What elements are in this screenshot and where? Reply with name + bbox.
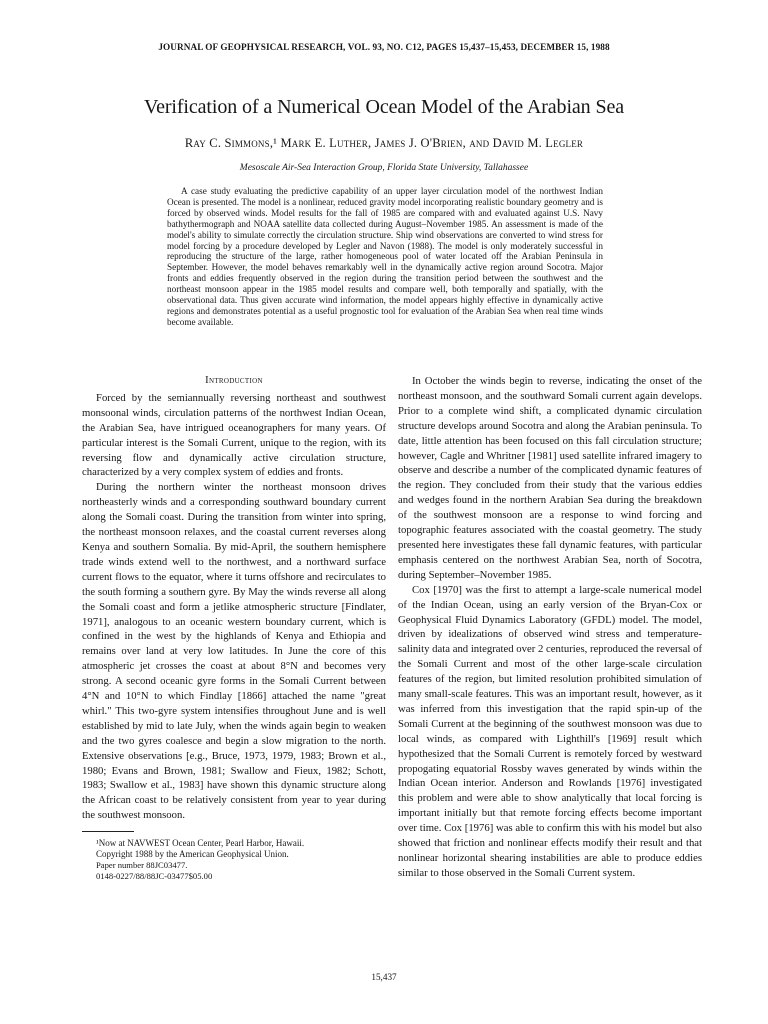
section-heading-introduction: Introduction <box>205 375 263 386</box>
copyright-notice: Copyright 1988 by the American Geophysical Union. <box>96 849 289 860</box>
page-number: 15,437 <box>371 972 397 982</box>
issn-code: 0148-0227/88/88JC-03477$05.00 <box>96 870 213 881</box>
affiliation: Mesoscale Air-Sea Interaction Group, Florida State University, Tallahassee <box>239 163 529 173</box>
running-head: JOURNAL OF GEOPHYSICAL RESEARCH, VOL. 93, NO. C12, PAGES 15,437–15,453, DECEMBER 15, 1988 <box>158 42 610 52</box>
left-column <box>82 375 386 881</box>
body-paragraph: Cox [1970] was the first to attempt a large-scale numerical model of the Indian Ocean, using an early version of the Bryan-Cox or Geophysical Fluid Dynamics Laboratory (GFDL) model. The model, driven by idealizations of observed wind stress and temperature-salinity data and integrated over 2 centuries, reproduced the reversal of the Somali Current and most of the other large-scale circulation features of the region, but limited resolution prohibited simulation of many small-scale features. This was an important result, however, as it was inferred from this investigation that the rapid spin-up of the Somali Current at the beginning of the southwest monsoon was due to local winds, as compared with Lighthill's [1969] result which hypothesized that the Somali Current is remotely forced by westward propogating equatorial Rossby waves generated by winds within the Indian Ocean interior. Anderson and Rowlands [1976] investigated this problem and were able to show analytically that local forcing is important initially but that remote forcing effects become important over time. Cox [1976] was able to confirm this with his model but also showed that friction and nonlinear effects modify their result and that nonlinear horizontal shearing instabilities are able to produce eddies similar to those observed in the Somali Current system. <box>398 583 702 879</box>
body-paragraph: Forced by the semiannually reversing northeast and southwest monsoonal winds, circulation patterns of the northwest Indian Ocean, the Arabian Sea, have intrigued oceanographers for many years. Of particular interest is the Somali Current, unique to the region, with its reversing flow and dynamically active circulation structure, characterized by a very complex system of eddies and fronts. <box>82 391 386 479</box>
paper-number: Paper number 88JC03477. <box>96 860 188 871</box>
footnote-divider <box>82 831 134 832</box>
body-paragraph: During the northern winter the northeast monsoon drives northeasterly winds and a corresponding southward boundary current along the Somali coast. During the transition from winter into spring, the northeast monsoon relaxes, and the coastal current reverses along Kenya and southern Somalia. By mid-April, the southern hemisphere trade winds extend well to the northwest, and a northward surface current flows to the equator, where it turns offshore and recirculates to the south forming a southern gyre. By May the winds reverse all along the Somali coast and form a jetlike atmospheric structure [Findlater, 1971], analogous to an oceanic western boundary current, which is confined in the west by the highlands of Kenya and Ethiopia and remains over land at very low latitudes. In June the core of this atmospheric jet crosses the coast at about 8°N and becomes very strong. A second oceanic gyre forms in the Somali Current between 4°N and 10°N to which Findlay [1866] attached the name "great whirl." This two-gyre system intensifies throughout June and is well established by mid to late July, when the winds again begin to weaken and the two gyres coalesce and begin a slow migration to the north. Extensive observations [e.g., Bruce, 1973, 1979, 1983; Brown et al., 1980; Evans and Brown, 1981; Swallow and Fieux, 1982; Schott, 1983; Swallow et al., 1983] have shown this dynamic structure along the African coast to be relatively consistent from year to year during the southwest monsoon. <box>82 481 386 822</box>
abstract: A case study evaluating the predictive capability of an upper layer circulation model of the northwest Indian Ocean is presented. The model is a nonlinear, reduced gravity model incorporating realistic boundary geometry and is forced by observed winds. Model results for the fall of 1985 are compared with and evaluated against U.S. Navy bathythermograph and NOAA satellite data collected during August–November 1985. An assessment is made of the model's ability to simulate correctly the circulation structure. Ship wind observations are converted to wind stress for model forcing by a procedure developed by Legler and Navon (1988). The model is only moderately successful in reproducing the structure of the large, rather homogeneous pool of water located off the Arabian Peninsula in September. However, the model behaves remarkably well in the dynamically active region around Socotra. Major fronts and eddies frequently observed in the region during the transition period between the southwest and the northeast monsoon appear in the 1985 model results and compare well, both temporally and spatially, with the observational data. Thus given accurate wind information, the model appears highly effective in dynamically active regions and demonstrates potential as a useful prognostic tool for evaluation of the Arabian Sea when real time winds become available. <box>167 186 603 327</box>
author-list: Ray C. Simmons,¹ Mark E. Luther, James J. O'Brien, and David M. Legler <box>184 136 584 150</box>
body-paragraph: In October the winds begin to reverse, indicating the onset of the northeast monsoon, and the southward Somali current again develops. Prior to a complete wind shift, a complicated dynamic circulation structure develops around Socotra and along the Arabian peninsula. To date, little attention has been focused on this fall circulation structure; however, Cagle and Whritner [1981] used satellite infrared imagery to observe and describe a number of the complicated dynamic features of the region. They concluded from their study that the various eddies and wedges found in the northern Arabian Sea during the breakdown of the southwest monsoon are a response to wind forcing and topographic features associated with the coastal geometry. The study presented here investigates these fall dynamic features, with particular emphasis centered on the northwest Arabian Sea, north of Socotra, during September–November 1985. <box>398 375 702 581</box>
footnote: ¹Now at NAVWEST Ocean Center, Pearl Harbor, Hawaii. <box>96 838 305 849</box>
right-column <box>398 374 702 881</box>
article-title: Verification of a Numerical Ocean Model of the Arabian Sea <box>143 96 625 118</box>
